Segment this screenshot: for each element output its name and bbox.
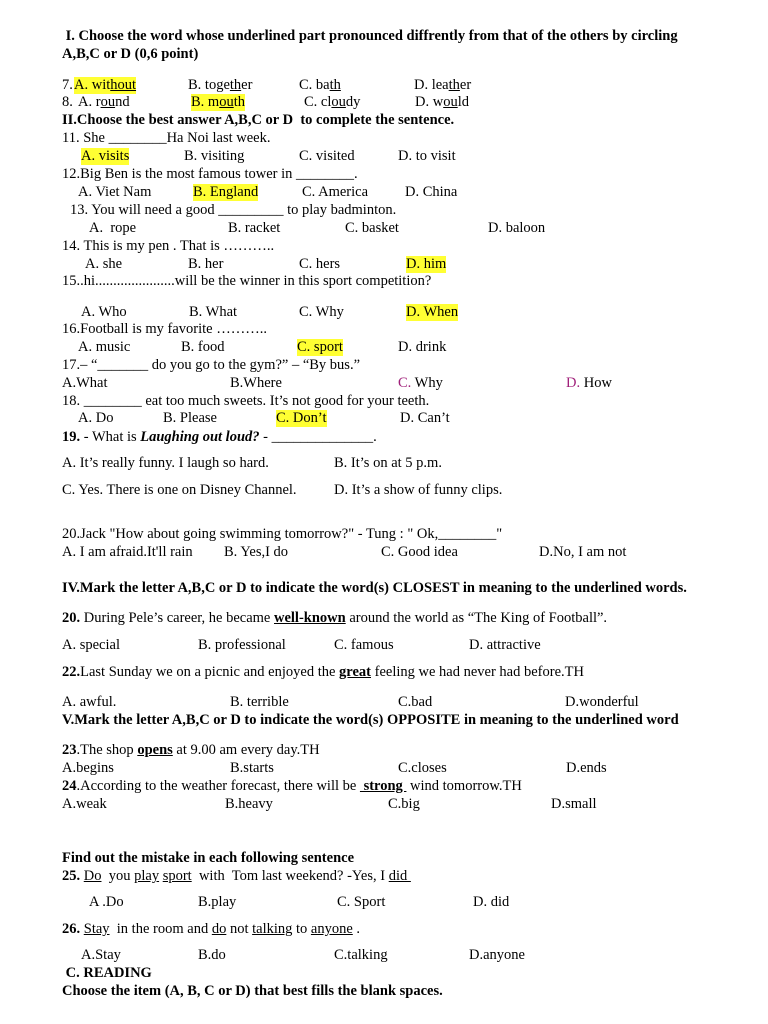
q18-option-b: B. Please — [163, 410, 217, 426]
q22-option-d: D.wonderful — [565, 694, 639, 710]
q14-option-c: C. hers — [299, 256, 341, 272]
q25-option-b: B.play — [198, 894, 237, 910]
q7-option-c: C. bath — [299, 77, 341, 93]
q17-option-a: A.What — [62, 375, 108, 391]
q24-option-c: C.big — [388, 796, 420, 812]
q20a-option-d: D.No, I am not — [539, 544, 627, 560]
q14-option-b: B. her — [188, 256, 224, 272]
q17-option-b: B.Where — [230, 375, 282, 391]
q8-option-d: D. would — [415, 94, 469, 110]
q16-option-c: C. sport — [297, 339, 343, 355]
q16-option-a: A. music — [78, 339, 131, 355]
q16-option-d: D. drink — [398, 339, 447, 355]
q12-stem: 12.Big Ben is the most famous tower in ________. — [62, 166, 358, 182]
q15-option-c: C. Why — [299, 304, 344, 320]
q18-stem: 18. ________ eat too much sweets. It’s not good for your teeth. — [62, 393, 430, 409]
q20b-option-b: B. professional — [198, 637, 286, 653]
q19-option-b: B. It’s on at 5 p.m. — [334, 455, 442, 471]
q14-stem: 14. This is my pen . That is ……….. — [62, 238, 275, 254]
reading-instruction: Choose the item (A, B, C or D) that best fills the blank spaces. — [62, 983, 443, 999]
q15-option-d: D. When — [406, 304, 459, 320]
q20a-stem: 20.Jack "How about going swimming tomorrow?" - Tung : " Ok,________" — [62, 526, 503, 542]
q20b-option-d: D. attractive — [469, 637, 541, 653]
q22-stem: 22.Last Sunday we on a picnic and enjoyed the great feeling we had never had before.TH — [62, 664, 584, 680]
q18-option-a: A. Do — [78, 410, 114, 426]
q7-option-b: B. together — [188, 77, 253, 93]
q23-option-c: C.closes — [398, 760, 447, 776]
q20a-option-b: B. Yes,I do — [224, 544, 289, 560]
q22-option-c: C.bad — [398, 694, 433, 710]
q12-option-d: D. China — [405, 184, 458, 200]
q26-stem: 26. Stay in the room and do not talking to anyone . — [62, 921, 361, 937]
section-1-subtitle: A,B,C or D (0,6 point) — [62, 46, 199, 62]
section-5-title: V.Mark the letter A,B,C or D to indicate the word(s) OPPOSITE in meaning to the underlined word — [62, 712, 679, 728]
q20b-option-c: C. famous — [334, 637, 394, 653]
q22-option-b: B. terrible — [230, 694, 289, 710]
q14-option-a: A. she — [85, 256, 123, 272]
q15-option-b: B. What — [189, 304, 238, 320]
q22-option-a: A. awful. — [62, 694, 117, 710]
q25-stem: 25. Do you play sport with Tom last weekend? -Yes, I did — [62, 868, 411, 884]
q11-option-d: D. to visit — [398, 148, 456, 164]
section-6-title: Find out the mistake in each following sentence — [62, 850, 355, 866]
q8-option-a: A. round — [78, 94, 130, 110]
q25-option-c: C. Sport — [337, 894, 386, 910]
q26-option-d: D.anyone — [469, 947, 525, 963]
q20b-option-a: A. special — [62, 637, 120, 653]
q7-option-d: D. leather — [414, 77, 472, 93]
q14-option-d: D. him — [406, 256, 447, 272]
q26-option-b: B.do — [198, 947, 226, 963]
q17-option-d: D. How — [566, 375, 612, 391]
q19-option-a: A. It’s really funny. I laugh so hard. — [62, 455, 269, 471]
reading-title: C. READING — [62, 965, 152, 981]
q24-option-b: B.heavy — [225, 796, 273, 812]
q24-stem: 24.According to the weather forecast, there will be strong wind tomorrow.TH — [62, 778, 522, 794]
q20a-option-a: A. I am afraid.It'll rain — [62, 544, 193, 560]
q15-stem: 15..hi......................will be the winner in this sport competition? — [62, 273, 432, 289]
q8-option-c: C. cloudy — [304, 94, 361, 110]
q25-option-a: A .Do — [89, 894, 124, 910]
q26-option-c: C.talking — [334, 947, 388, 963]
q16-stem: 16.Football is my favorite ……….. — [62, 321, 267, 337]
q26-option-a: A.Stay — [81, 947, 121, 963]
q13-option-a: A. rope — [89, 220, 137, 236]
q8-option-b: B. mouth — [191, 94, 245, 110]
q19-stem: 19. - What is Laughing out loud? - ______________. — [62, 429, 377, 445]
q11-option-b: B. visiting — [184, 148, 245, 164]
q15-option-a: A. Who — [81, 304, 127, 320]
section-4-title: IV.Mark the letter A,B,C or D to indicate the word(s) CLOSEST in meaning to the underlined words. — [62, 580, 687, 596]
q11-option-c: C. visited — [299, 148, 355, 164]
section-1-title: I. Choose the word whose underlined part pronounced diffrently from that of the others by circling — [62, 28, 678, 44]
q12-option-c: C. America — [302, 184, 369, 200]
q23-option-d: D.ends — [566, 760, 607, 776]
q13-stem: 13. You will need a good _________ to play badminton. — [70, 202, 397, 218]
q13-option-d: D. baloon — [488, 220, 546, 236]
q25-option-d: D. did — [473, 894, 510, 910]
q18-option-c: C. Don’t — [276, 410, 327, 426]
q23-option-b: B.starts — [230, 760, 274, 776]
q16-option-b: B. food — [181, 339, 225, 355]
q20a-option-c: C. Good idea — [381, 544, 458, 560]
q11-stem: 11. She ________Ha Noi last week. — [62, 130, 271, 146]
q12-option-a: A. Viet Nam — [78, 184, 152, 200]
q7-option-a: A. without — [74, 77, 137, 93]
q19-option-d: D. It’s a show of funny clips. — [334, 482, 503, 498]
q13-option-b: B. racket — [228, 220, 281, 236]
q17-stem: 17.– “_______ do you go to the gym?” – “By bus.” — [62, 357, 361, 373]
q11-option-a: A. visits — [81, 148, 130, 164]
q23-stem: 23.The shop opens at 9.00 am every day.TH — [62, 742, 320, 758]
q17-option-c: C. Why — [398, 375, 443, 391]
q19-option-c: C. Yes. There is one on Disney Channel. — [62, 482, 297, 498]
q12-option-b: B. England — [193, 184, 259, 200]
section-2-title: II.Choose the best answer A,B,C or D to complete the sentence. — [62, 112, 455, 128]
q13-option-c: C. basket — [345, 220, 399, 236]
q24-option-d: D.small — [551, 796, 597, 812]
q8-number: 8. — [62, 94, 77, 110]
q20b-stem: 20. During Pele’s career, he became well-known around the world as “The King of Football”. — [62, 610, 608, 626]
q7-number: 7. — [62, 77, 73, 93]
q24-option-a: A.weak — [62, 796, 107, 812]
q23-option-a: A.begins — [62, 760, 114, 776]
q18-option-d: D. Can’t — [400, 410, 450, 426]
